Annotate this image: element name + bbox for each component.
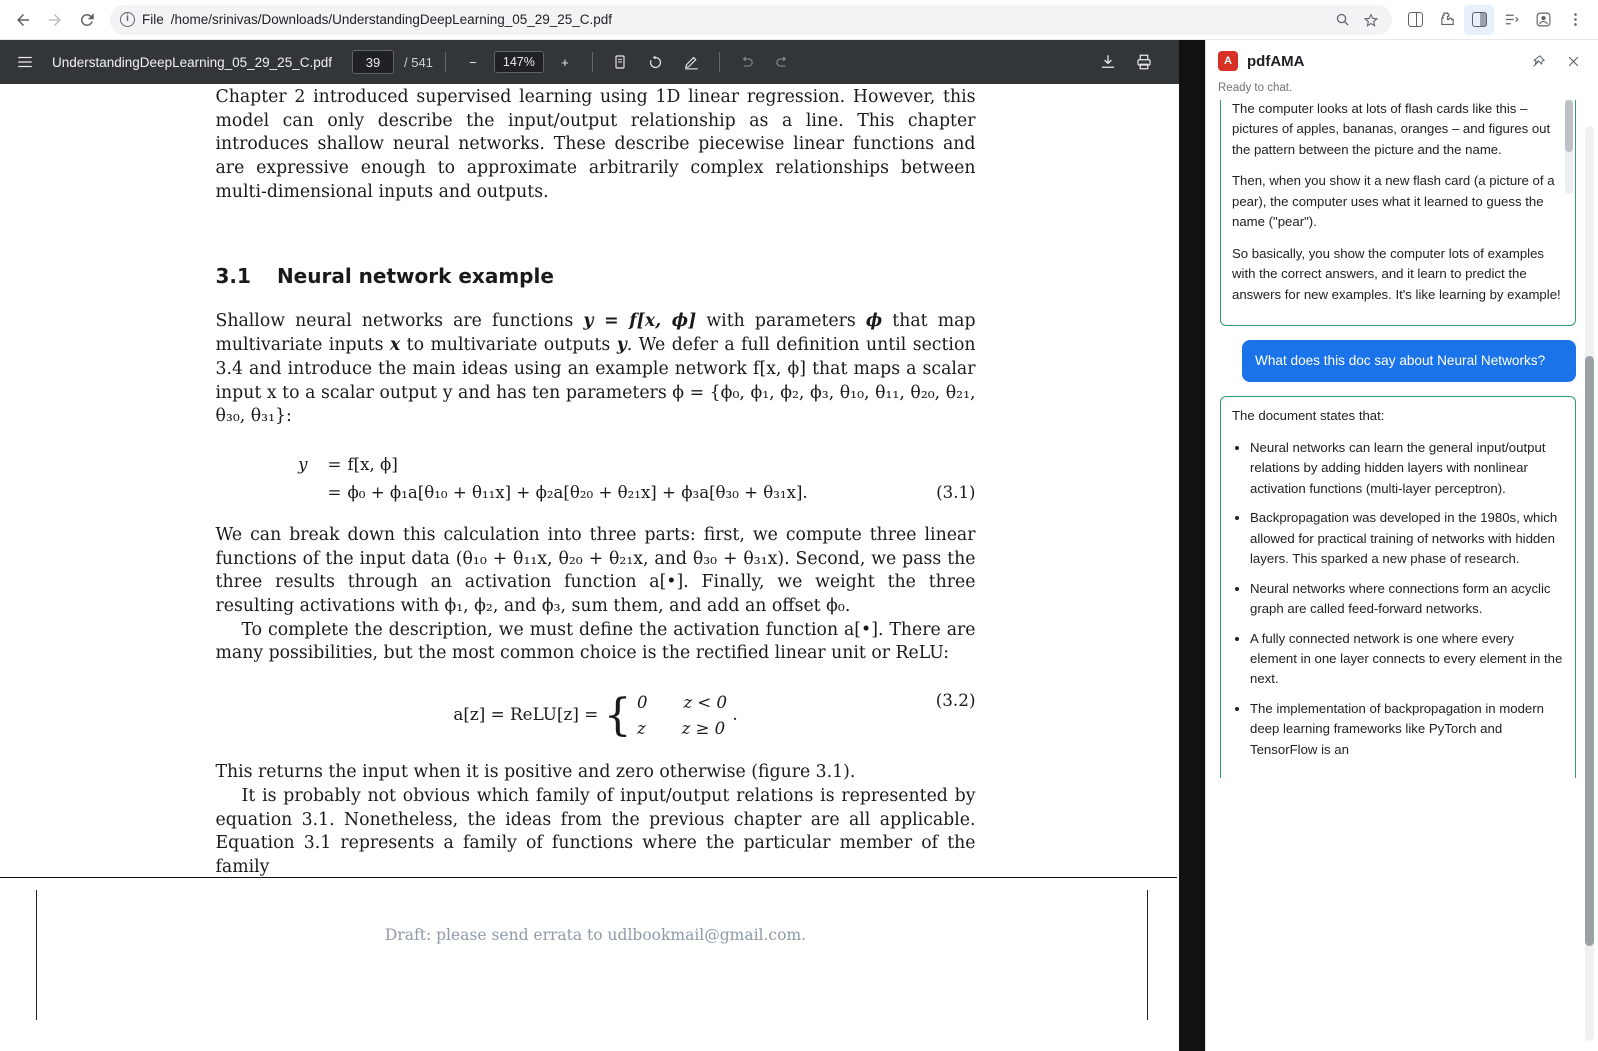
equation-3-2-lhs: a[z] = ReLU[z] = [453,704,599,725]
page-break-divider [0,877,1177,878]
pdf-page-39 [0,84,1191,1051]
p1-math-4: y [616,335,627,356]
assistant-msg-1-para-2: Then, when you show it a new flash card (a picture of a pear), the computer uses what it learned to guess the name ("pear"). [1232,173,1555,230]
side-panel-scroll-thumb[interactable] [1585,356,1594,946]
extensions-puzzle-icon[interactable] [1432,5,1462,35]
paragraph-1 [216,310,976,428]
equation-3-1-rhs-1: f[x, ϕ] [347,454,398,474]
p1-part-d: to multivariate outputs [400,335,617,356]
profile-icon[interactable] [1528,5,1558,35]
download-icon[interactable] [1093,47,1123,77]
user-message-1: What does this doc say about Neural Networks? [1242,340,1576,382]
p1-math-1: y = f[x, ϕ] [583,311,697,332]
pdf-scroll-area[interactable] [0,84,1205,1051]
list-item: • The implementation of backpropagation in modern deep learning frameworks like PyTorch and TensorFlow is an [1250,699,1564,760]
pdfama-side-panel [1205,40,1598,1051]
page-total-label: / 541 [403,54,433,70]
equation-3-1-equals: = [327,454,342,474]
pdf-viewer [0,40,1205,1051]
paragraph-4: This returns the input when it is positive and zero otherwise (figure 3.1). [215,762,856,783]
equation-3-2-case-1 [637,690,727,716]
list-item: • A fully connected network is one where every element in one layer connects to every element in the next. [1250,629,1564,690]
page-number-input[interactable]: 39 [352,50,394,74]
forward-button[interactable] [40,5,70,35]
side-panel-header [1206,40,1598,82]
document-text-column [216,84,976,944]
side-panel-scrollbar[interactable] [1585,126,1594,1041]
list-item: • Backpropagation was developed in the 1980s, which allowed for practical training of networks with hidden layers. This sparked a new phase of research. [1250,508,1564,569]
equation-3-2-case-1-condition: z < 0 [683,693,727,712]
next-page-right-edge [1147,890,1148,1020]
assistant-msg-1-para-1: The computer looks at lots of flash cards like this – pictures of apples, bananas, oranges – and figures out the pattern between the picture and the name. [1232,101,1551,157]
zoom-magnifier-icon[interactable] [1331,9,1353,31]
chat-body [1206,100,1598,1051]
pdf-toolbar [0,40,1205,84]
equation-3-2 [216,690,976,741]
pin-icon[interactable] [1525,48,1551,74]
pdf-page-content [0,84,1191,1051]
toolbar-divider-3 [719,52,720,72]
equation-3-2-case-2-value: z [636,718,646,738]
side-panel-title: pdfAMA [1247,52,1305,70]
p1-math-2: ϕ [865,311,883,332]
pdf-file-name: UnderstandingDeepLearning_05_29_25_C.pdf [52,54,332,70]
fit-page-icon[interactable] [605,47,635,77]
section-number: 3.1 [215,264,251,289]
content-row [0,40,1598,1051]
equation-3-2-trailing: . [732,704,738,725]
equation-3-1-equals-2: = [327,482,342,502]
intro-paragraph: Chapter 2 introduced supervised learning using 1D linear regression. However, this model can only describe the input/output relationship as a line. This chapter introduces shallow neural networks. These describe piecewise linear functions and are expressive enough to approximate arbitrarily complex relationships between multi-dimensional inputs and outputs. [215,87,976,202]
equation-3-2-case-1-value: 0 [636,693,648,712]
equation-3-2-number: (3.2) [935,690,976,710]
paragraph-2: We can break down this calculation into three parts: first, we compute three linear functions of the input data (θ₁₀ + θ₁₁x, θ₂₀ + θ₂₁x, and θ₃₀ + θ₃₁x). Second, we pass the three results through an activation function a[•]. Finally, we weight the three resulting activations with ϕ₁, ϕ₂, and ϕ₃, sum them, and add an offset ϕ₀. [215,524,976,616]
reload-button[interactable] [72,5,102,35]
zoom-in-button[interactable]: + [561,54,569,70]
toolbar-divider-2 [592,52,593,72]
p1-part-e: . We defer a full definition until section 3.4 and introduce the main ideas using an example network f[x, ϕ] that maps a scalar input x to a scalar output y and has ten parameters ϕ = {ϕ₀, ϕ₁, ϕ₂, ϕ₃, θ₁₀, θ₁₁, θ₂₀, θ₂₁, θ₃₀, θ₃₁}: [215,335,976,427]
equation-3-1-rhs-2: ϕ₀ + ϕ₁a[θ₁₀ + θ₁₁x] + ϕ₂a[θ₂₀ + θ₂₁x] + ϕ₃a[θ₃₀ + θ₃₁x]. [347,482,808,502]
back-arrow-icon [14,11,32,29]
url-text: /home/srinivas/Downloads/UnderstandingDeepLearning_05_29_25_C.pdf [170,12,613,27]
assistant-message-1 [1220,100,1576,326]
equation-3-2-cases [637,690,727,741]
annotate-pen-icon[interactable] [677,47,707,77]
equation-3-1-lhs: y [298,454,308,474]
close-icon[interactable] [1560,48,1586,74]
undo-icon[interactable] [732,47,762,77]
equation-3-2-case-2-condition: z ≥ 0 [681,718,726,738]
section-heading [216,264,976,288]
equation-3-1 [216,455,976,502]
split-view-icon[interactable] [1464,5,1494,35]
list-item: • Neural networks can learn the general input/output relations by adding hidden layers with nonlinear activation functions (multi-layer perceptron). [1250,438,1564,499]
pdf-viewer-right-edge [1179,40,1205,1051]
star-icon[interactable] [1360,9,1382,31]
chat-message-list[interactable] [1220,100,1576,1051]
side-panel-status: Ready to chat. [1218,82,1293,94]
equation-3-1-line-1 [216,455,976,474]
chrome-menu-icon[interactable] [1560,5,1590,35]
back-button[interactable] [8,5,38,35]
assistant-msg-2-bullets [1232,438,1564,760]
equation-3-1-number: (3.1) [936,482,976,502]
hamburger-menu-icon[interactable] [10,47,40,77]
p1-math-3: x [389,335,401,356]
equation-3-1-line-2 [216,483,976,502]
redo-icon[interactable] [768,47,798,77]
section-title: Neural network example [276,264,554,289]
address-bar[interactable] [110,5,1392,35]
rotate-icon[interactable] [641,47,671,77]
next-page-left-edge [36,890,37,1020]
equation-3-2-brace: { [603,689,632,741]
zoom-out-button[interactable]: − [469,54,477,70]
paragraph-5: It is probably not obvious which family of input/output relations is represented by equation 3.1. Nonetheless, the ideas from the previous chapter are all applicable. Equation 3.1 represents a family of functions where the particular member of the family [215,785,976,877]
reload-icon [78,11,96,29]
list-item: • Neural networks where connections form an acyclic graph are called feed-forward networks. [1250,579,1564,620]
sidebar-panel-icon[interactable] [1400,5,1430,35]
page-footer-note: Draft: please send errata to udlbookmail@gmail.com. [384,925,807,944]
p1-part-b: with parameters [696,311,866,332]
pdfama-logo-icon: A [1218,51,1238,71]
assistant-msg-2-intro: The document states that: [1232,408,1385,424]
paragraph-3: To complete the description, we must define the activation function a[•]. There are many possibilities, but the most common choice is the rectified linear unit or ReLU: [215,619,976,664]
toolbar-divider [445,52,446,72]
print-icon[interactable] [1129,47,1159,77]
assistant-message-2 [1220,396,1576,778]
assistant-message-1-scrollbar[interactable] [1565,100,1573,194]
p1-part-a: Shallow neural networks are functions [215,311,584,332]
zoom-level-value[interactable]: 147% [494,51,544,73]
forward-arrow-icon [46,11,64,29]
equation-3-2-case-2 [637,716,727,742]
browser-toolbar [0,0,1598,40]
p1-part-c: that map multivariate inputs [215,311,976,356]
reading-list-icon[interactable] [1496,5,1526,35]
url-scheme-label: File [142,12,164,27]
file-info-icon[interactable]: i [120,12,135,27]
assistant-message-1-scroll-thumb[interactable] [1565,100,1573,152]
assistant-msg-1-para-3: So basically, you show the computer lots of examples with the correct answers, and it learn to predict the answers for new examples. It's like learning by example! [1232,245,1561,302]
